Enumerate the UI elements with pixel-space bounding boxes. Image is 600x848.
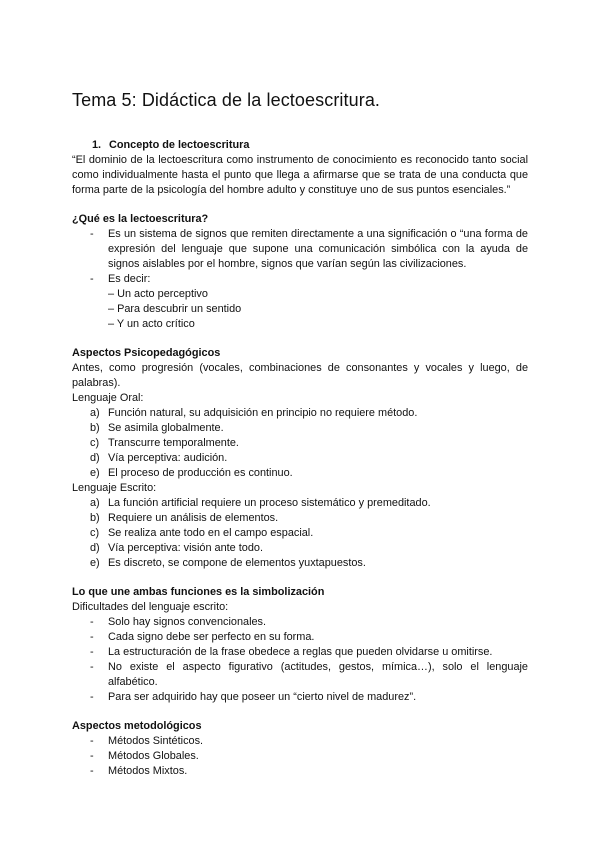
section-number: 1.: [92, 139, 102, 151]
section-heading: Aspectos metodológicos: [72, 720, 202, 732]
subheading: Dificultades del lenguaje escrito:: [72, 601, 229, 613]
list-item: c) Se realiza ante todo en el campo espacial.: [90, 527, 314, 539]
list-item: - Es decir:: [90, 273, 151, 285]
dash-list: [72, 615, 528, 705]
section-concepto: [72, 138, 528, 198]
list-item: d) Vía perceptiva: audición.: [90, 452, 228, 464]
section-heading: Lo que une ambas funciones es la simbolización: [72, 586, 325, 598]
document-title: Tema 5: Didáctica de la lectoescritura.: [72, 90, 381, 110]
list-item: d) Vía perceptiva: visión ante todo.: [90, 542, 263, 554]
list-item: - Métodos Globales.: [90, 750, 199, 762]
list-item: - Para ser adquirido hay que poseer un “cierto nivel de madurez”.: [90, 691, 417, 703]
section-heading: ¿Qué es la lectoescritura?: [72, 213, 209, 225]
section-heading: Aspectos Psicopedagógicos: [72, 347, 221, 359]
section-que-es: [72, 212, 528, 332]
list-item: – Un acto perceptivo: [108, 288, 208, 300]
oral-label: Lenguaje Oral:: [72, 392, 144, 404]
list-item: c) Transcurre temporalmente.: [90, 437, 239, 449]
dash-list: [72, 227, 528, 287]
list-item: - Métodos Mixtos.: [90, 765, 188, 777]
list-item: - Solo hay signos convencionales.: [90, 616, 267, 628]
quote-paragraph: “El dominio de la lectoescritura como instrumento de conocimiento es reconocido tanto social como individualmente hasta el punto que llega a afirmarse que se trata de una conducta que forma parte de la psicología del hombre adulto y constituye uno de sus puntos esenciales.”: [72, 154, 528, 196]
list-item: e) Es discreto, se compone de elementos yuxtapuestos.: [90, 557, 366, 569]
written-label: Lenguaje Escrito:: [72, 482, 157, 494]
written-list: [72, 496, 528, 571]
list-item: - Cada signo debe ser perfecto en su forma.: [90, 631, 315, 643]
list-item: - La estructuración de la frase obedece a reglas que pueden olvidarse u omitirse.: [90, 646, 493, 658]
section-heading: 1. Concepto de lectoescritura: [92, 139, 250, 151]
list-item: – Y un acto crítico: [108, 318, 195, 330]
oral-list: [72, 406, 528, 481]
list-item: e) El proceso de producción es continuo.: [90, 467, 293, 479]
dash-list: [72, 734, 528, 779]
section-metodologicos: [72, 719, 528, 779]
intro-paragraph: Antes, como progresión (vocales, combinaciones de consonantes y vocales y luego, de palabras).: [72, 362, 528, 389]
document-page: [72, 90, 528, 779]
list-item: a) La función artificial requiere un proceso sistemático y premeditado.: [90, 497, 431, 509]
sub-list: [72, 287, 528, 332]
list-item: b) Se asimila globalmente.: [90, 422, 224, 434]
list-item: - Métodos Sintéticos.: [90, 735, 204, 747]
list-item: a) Función natural, su adquisición en principio no requiere método.: [90, 407, 418, 419]
list-item: - No existe el aspecto figurativo (actitudes, gestos, mímica…), solo el lenguaje alfabético.: [90, 661, 528, 688]
list-item: - Es un sistema de signos que remiten directamente a una significación o “una forma de expresión del lenguaje que supone una comunicación simbólica con la ayuda de signos aislables por el hombre, signos que varían según las civilizaciones.: [90, 228, 528, 270]
list-item: b) Requiere un análisis de elementos.: [90, 512, 279, 524]
list-item: – Para descubrir un sentido: [108, 303, 242, 315]
section-simbolizacion: [72, 585, 528, 705]
section-psicopedagogicos: [72, 346, 528, 571]
